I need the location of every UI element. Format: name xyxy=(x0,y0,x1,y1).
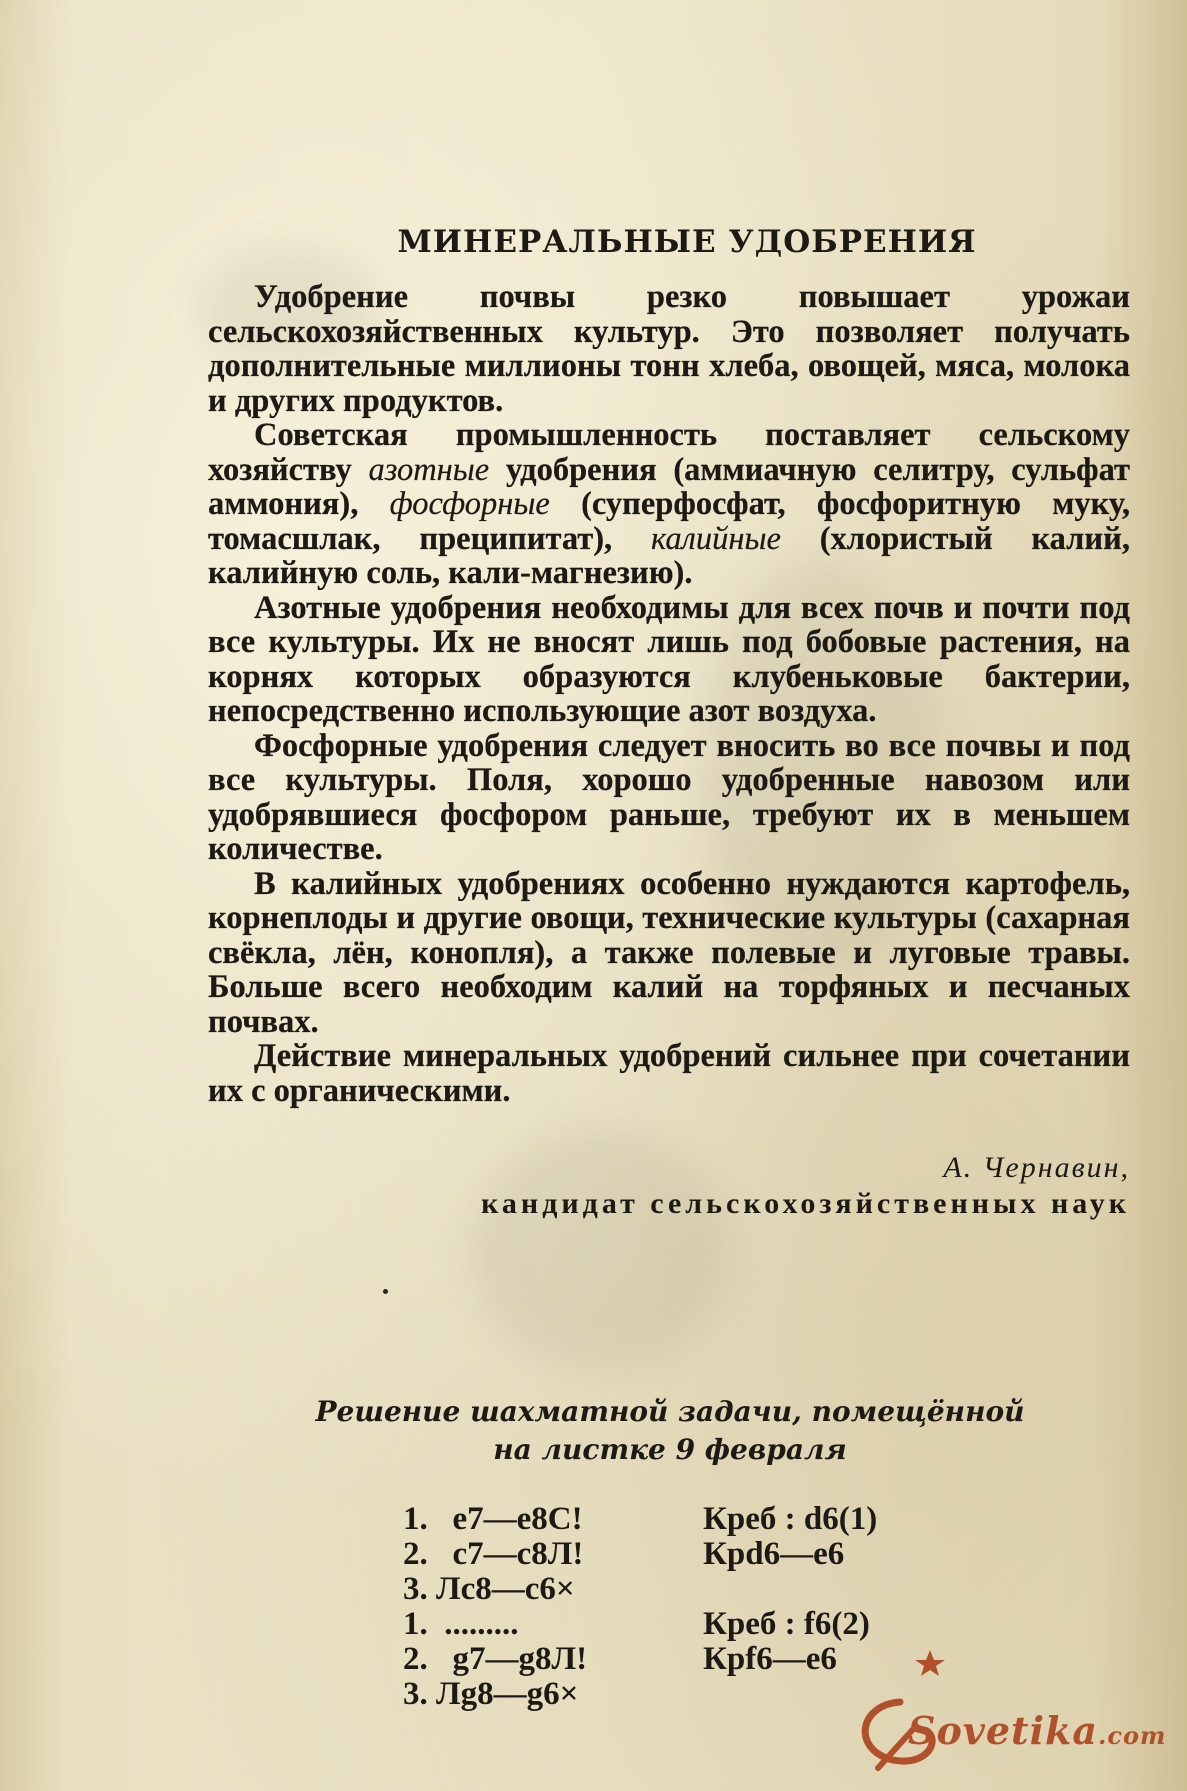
article-title: МИНЕРАЛЬНЫЕ УДОБРЕНИЯ xyxy=(397,224,977,260)
paragraph-text: Удобрение почвы резко повышает урожаи сельскохозяйственных культур. Это позволяет получать дополнительные миллионы тонн хлеба, овощей, мяса, молока и других продуктов. xyxy=(208,279,1130,419)
white-move: 1. e7—e8С! xyxy=(403,1501,583,1537)
author-name: А. Чернавин, xyxy=(943,1151,1130,1184)
move-row xyxy=(403,1642,877,1677)
paragraph-text: Советская промышленность поставляет сельскому хозяйству xyxy=(208,417,1130,488)
emphasized-term: калийные xyxy=(651,520,781,557)
article-paragraph xyxy=(208,280,1130,418)
paragraph-text: В калийных удобрениях особенно нуждаются картофель, корнеплоды и другие овощи, технические культуры (сахарная свёкла, лён, конопля), а также полевые и луговые травы. Больше всего необходим калий на торфяных и песчаных почвах. xyxy=(208,865,1130,1040)
article-paragraph xyxy=(208,591,1130,729)
emphasized-term: азотные xyxy=(368,451,490,488)
watermark-text: Sovetika.com xyxy=(908,1708,1167,1753)
paragraph-text: Фосфорные удобрения следует вносить во все почвы и под все культуры. Поля, хорошо удобренные навозом или удобрявшиеся фосфором раньше, требуют их в меньшем количестве. xyxy=(208,727,1130,867)
chess-heading-line: на листке 9 февраля xyxy=(493,1433,847,1466)
paragraph-text: Действие минеральных удобрений сильнее при сочетании их с органическими. xyxy=(208,1038,1130,1109)
watermark-logo xyxy=(838,1650,1178,1780)
white-move: 2. g7—g8Л! xyxy=(403,1641,588,1677)
paragraph-text: Азотные удобрения необходимы для всех почв и почти под все культуры. Их не вносят лишь под бобовые растения, на корнях которых образуются клубеньковые бактерии, непосредственно использующие азот воздуха. xyxy=(208,589,1130,729)
white-move: 2. c7—c8Л! xyxy=(403,1536,584,1572)
article-paragraph xyxy=(208,867,1130,1040)
black-move: Креб : f6(2) xyxy=(703,1606,870,1642)
black-move: Крd6—e6 xyxy=(703,1536,845,1572)
chess-heading-line: Решение шахматной задачи, помещённой xyxy=(315,1395,1025,1428)
move-row xyxy=(403,1502,877,1537)
author-title: кандидат сельскохозяйственных наук xyxy=(481,1187,1130,1220)
white-move: 3. Лс8—c6× xyxy=(403,1571,575,1607)
article-body xyxy=(208,280,1130,1108)
chess-heading xyxy=(240,1393,1100,1469)
move-row xyxy=(403,1607,877,1642)
paragraph-text: (суперфосфат, фосфоритную муку, томасшлак, преципитат), xyxy=(208,486,1130,557)
move-row xyxy=(403,1537,877,1572)
white-move: 3. Лg8—g6× xyxy=(403,1676,579,1712)
move-row xyxy=(403,1572,877,1607)
emphasized-term: фосфорные xyxy=(389,486,550,522)
article-paragraph xyxy=(208,1039,1130,1108)
black-move: Крf6—e6 xyxy=(703,1641,837,1677)
move-row xyxy=(403,1677,877,1712)
black-move: Креб : d6(1) xyxy=(703,1501,878,1537)
paragraph-text: удобрения (аммиачную селитру, сульфат аммония), xyxy=(208,451,1130,522)
white-move: 1. ......... xyxy=(403,1606,519,1642)
chess-moves xyxy=(403,1502,877,1712)
paragraph-text: (хлористый калий, калийную соль, кали-магнезию). xyxy=(208,520,1130,591)
article xyxy=(208,224,1130,1222)
article-paragraph xyxy=(208,729,1130,867)
article-paragraph xyxy=(208,418,1130,591)
ink-dot xyxy=(383,1289,388,1294)
signature xyxy=(208,1150,1130,1222)
